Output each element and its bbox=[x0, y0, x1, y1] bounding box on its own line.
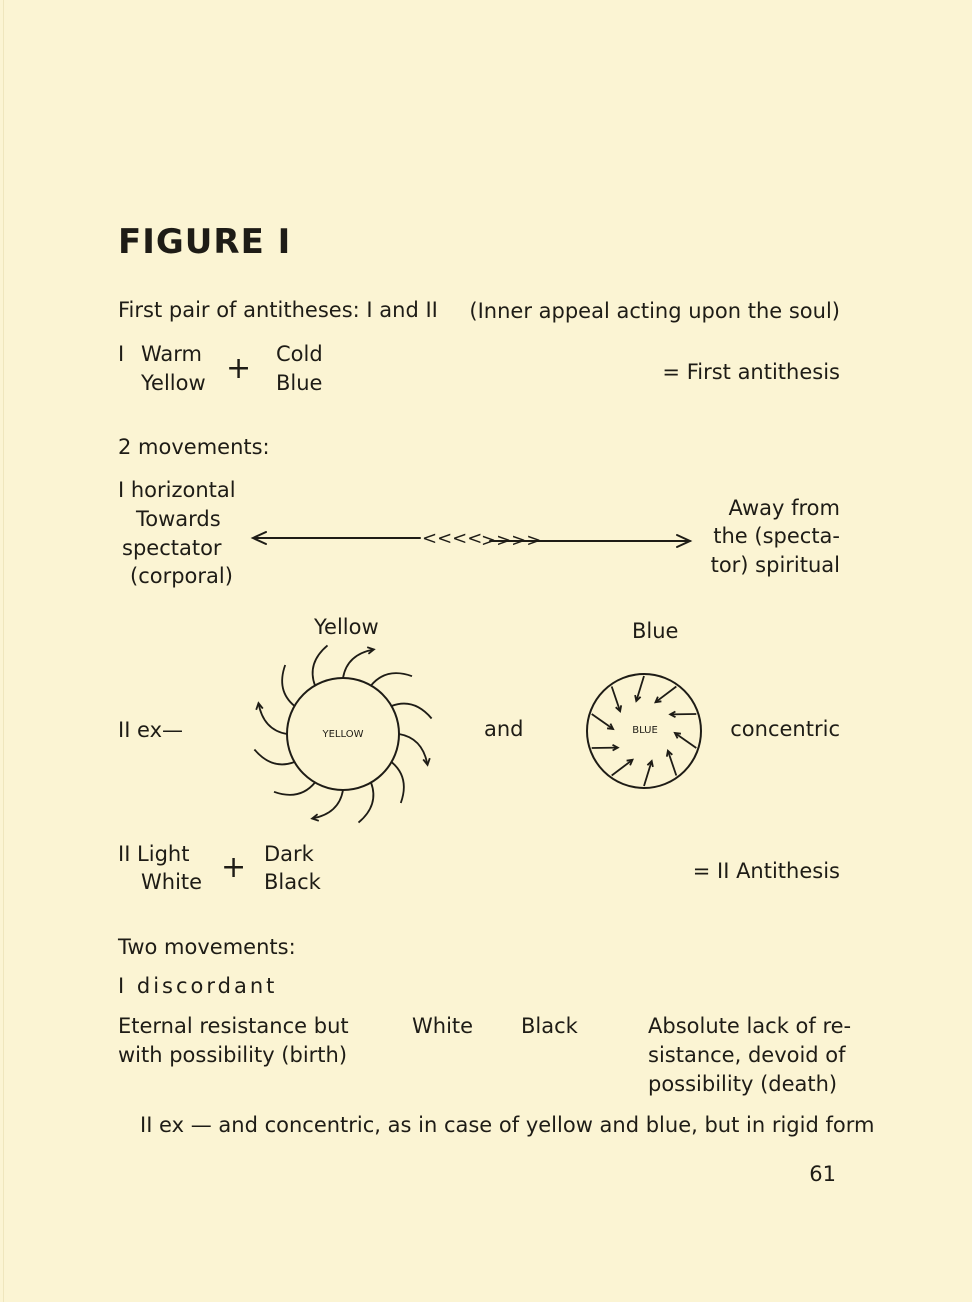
away-line1: Away from bbox=[728, 496, 840, 520]
yellow-ray bbox=[371, 673, 412, 685]
blue-ray bbox=[612, 760, 633, 776]
yellow-ray bbox=[359, 783, 374, 823]
absolute-line2: sistance, devoid of bbox=[648, 1043, 846, 1067]
figure-title: FIGURE I bbox=[118, 222, 292, 262]
blue-ray bbox=[592, 714, 613, 729]
yellow-label: Yellow bbox=[141, 371, 206, 395]
movements-label: 2 movements: bbox=[118, 435, 270, 459]
away-line3: tor) spiritual bbox=[710, 553, 840, 577]
plus-sign-two: + bbox=[221, 850, 247, 885]
first-antithesis: = First antithesis bbox=[662, 360, 840, 384]
and-label: and bbox=[484, 717, 524, 741]
two-movements-label: Two movements: bbox=[118, 935, 296, 959]
right-chevrons: >>>> bbox=[481, 530, 542, 551]
horizontal-line1: I horizontal bbox=[118, 478, 236, 502]
concentric-label: concentric bbox=[730, 717, 840, 741]
white-word: White bbox=[412, 1014, 474, 1038]
yellow-ray bbox=[274, 783, 315, 795]
blue-label: Blue bbox=[276, 371, 323, 395]
yellow-ray bbox=[313, 645, 328, 685]
footer-line: II ex — and concentric, as in case of yellow and blue, but in rigid form bbox=[140, 1113, 875, 1137]
page-number: 61 bbox=[809, 1162, 836, 1186]
horizontal-line2: Towards bbox=[136, 507, 221, 531]
eternal-line2: with possibility (birth) bbox=[118, 1043, 348, 1067]
yellow-ray bbox=[282, 665, 294, 706]
plus-sign: + bbox=[226, 351, 252, 386]
first-pair-subheading: (Inner appeal acting upon the soul) bbox=[469, 299, 840, 323]
absolute-line1: Absolute lack of re- bbox=[648, 1014, 852, 1038]
yellow-ray bbox=[254, 750, 294, 765]
yellow-ray bbox=[392, 704, 432, 719]
light-label: II Light bbox=[118, 842, 190, 866]
blue-inner-label: BLUE bbox=[632, 725, 658, 736]
first-pair-heading: First pair of antitheses: I and II bbox=[118, 298, 438, 322]
blue-ray bbox=[675, 733, 696, 748]
warm-label: Warm bbox=[141, 342, 203, 366]
discordant-label: I discordant bbox=[118, 974, 278, 998]
yellow-heading: Yellow bbox=[314, 615, 379, 639]
ex-label: II ex— bbox=[118, 718, 184, 742]
blue-heading: Blue bbox=[632, 619, 679, 643]
cold-label: Cold bbox=[276, 342, 323, 366]
white-label: White bbox=[141, 870, 203, 894]
black-word: Black bbox=[521, 1014, 578, 1038]
yellow-inner-label: YELLOW bbox=[322, 729, 364, 740]
second-antithesis: = II Antithesis bbox=[692, 859, 840, 883]
eternal-line1: Eternal resistance but bbox=[118, 1014, 349, 1038]
absolute-line3: possibility (death) bbox=[648, 1072, 838, 1096]
yellow-ray bbox=[392, 762, 404, 803]
left-chevrons: <<<< bbox=[422, 528, 483, 549]
dark-label: Dark bbox=[264, 842, 314, 866]
numeral-one: I bbox=[118, 342, 125, 366]
away-line2: the (specta- bbox=[713, 524, 840, 548]
horizontal-line3: spectator bbox=[122, 536, 222, 560]
horizontal-line4: (corporal) bbox=[130, 564, 233, 588]
blue-ray bbox=[656, 687, 677, 703]
black-label: Black bbox=[264, 870, 321, 894]
